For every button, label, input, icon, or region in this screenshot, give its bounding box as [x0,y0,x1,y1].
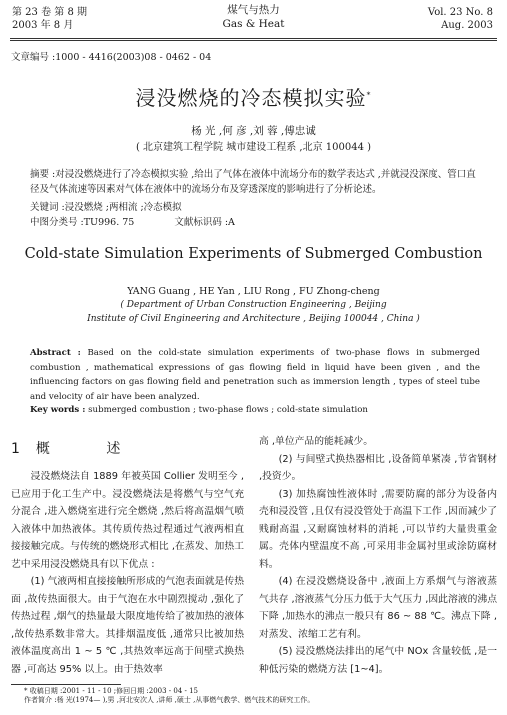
body-left-column [11,468,244,678]
authors-en: YANG Guang , HE Yan , LIU Rong , FU Zhong-cheng [127,286,380,297]
keywords-en-text: submerged combustion ; two-phase flows ; cold-state simulation [88,405,368,415]
journal-volume-en [428,6,493,32]
volume-issue-en: Vol. 23 No. 8 [427,7,493,18]
title-footnote-mark: * [366,90,372,100]
clc-number: 中图分类号 :TU996. 75 [30,217,135,228]
footnote-rule [11,684,121,685]
date-zh: 2003 年 8 月 [12,20,74,31]
paragraph: (3) 加热腐蚀性液体时 ,需要防腐的部分为设备内壳和浸没管 ,且仅有浸没管处于高温下工作 ,因而减少了贱耐高温 ,又耐腐蚀材料的消耗 ,可以节约大量贵重金属。壳体内壁温度不高 ,可采用非金属衬里或涂防腐材料。 [259,488,497,570]
paragraph: (2) 与间壁式换热器相比 ,设备简单紧凑 ,节省钢材 ,投资少。 [259,453,497,482]
section-heading [11,438,146,458]
date-en: Aug. 2003 [441,20,493,31]
article-number: 文章编号 :1000 - 4416(2003)08 - 0462 - 04 [11,52,212,63]
paragraph: 浸没燃烧法自 1889 年被英国 Collier 发明至今 ,已应用于化工生产中。浸没燃烧法是将燃气与空气充分混合 ,进入燃烧室进行完全燃烧 ,然后将高温烟气喷入液体中加热液体。其传质传热过程通过气液两相直接接触完成。与传统的燃烧形式相比 ,在蒸发、加热工艺中采用浸没燃烧具有以下优点 : [11,471,244,570]
affiliation-en-line2: Institute of Civil Engineering and Architecture , Beijing 100044 , China ) [87,314,420,324]
header-rule [10,38,497,39]
keywords-en [30,405,368,415]
footnote [24,687,494,705]
received-date: * 收稿日期 :2001 - 11 - 10 ;修回日期 :2003 - 04 - 15 [24,687,198,695]
keywords-zh: 关键词 :浸没燃烧 ;两相流 ;冷态模拟 [30,202,182,213]
paragraph: (4) 在浸没燃烧设备中 ,液面上方系烟气与溶液蒸气共存 ,溶液蒸气分压力低于大气压力 ,因此溶液的沸点下降 ,加热水的沸点一般只有 86 ~ 88 ℃。沸点下降 ,对蒸发、浓缩工艺有利。 [259,576,497,640]
section-title: 概 述 [35,441,147,457]
title-text: 浸没燃烧的冷态模拟实验 [135,86,367,110]
header-rule-thin [10,40,497,41]
abstract-en [30,346,480,404]
author-bio: 作者简介 :杨 光(1974— ),男 ,河北安次人 ,讲师 ,硕士 ,从事燃气教学、燃气技术的研究工作。 [24,696,315,704]
abstract-en-text: Based on the cold-state simulation experiments of two-phase flows in submerged combustion , mathematical expressions of gas flowing field in liquid have been given , and the influencing factors on gas flowing field and penetration such as immersion length , types of steel tube and velocity of air have been analyzed. [30,348,480,402]
paper-title-en: Cold-state Simulation Experiments of Submerged Combustion [24,246,483,262]
document-code: 文献标识码 :A [174,217,235,228]
abstract-en-label: Abstract : [30,348,81,358]
section-number: 1 [11,441,20,457]
classification-zh [30,214,235,228]
body-right-column [259,433,497,678]
journal-name-zh: 煤气与热力 [227,4,280,16]
paragraph: (1) 气液两相直接接触所形成的气泡表面就是传热面 ,故传热面很大。由于气泡在水中剧烈搅动 ,强化了传热过程 ,烟气的热量最大限度地传给了被加热的液体 ,故传热系数非常大。其排烟温度低 ,通常只比被加热液体温度高出 1 ~ 5 ℃ ,其热效率远高于间壁式换热器 ,可高达 95% 以上。由于热效率 [11,576,244,675]
affiliation-zh: ( 北京建筑工程学院 城市建设工程系 ,北京 100044 ) [135,142,372,153]
journal-name-en: Gas & Heat [222,18,285,30]
paragraph: 高 ,单位产品的能耗减少。 [259,436,373,447]
abstract-zh: 摘要 :对浸没燃烧进行了冷态模拟实验 ,给出了气体在液体中流场分布的数学表达式 ,并就浸没深度、管口直径及气体流速等因素对气体在液体中的流场分布及穿透深度的影响进行了分析论述。 [30,169,476,195]
paragraph: (5) 浸没燃烧法排出的尾气中 NOx 含量较低 ,是一种低污染的燃烧方法 [1~4]。 [259,646,497,675]
keywords-en-label: Key words : [30,405,86,415]
paper-title-zh [0,82,507,111]
affiliation-en-line1: ( Department of Urban Construction Engineering , Beijing [120,300,387,310]
authors-zh: 杨 光 ,何 彦 ,刘 蓉 ,傅忠诚 [191,125,316,137]
volume-issue-zh: 第 23 卷 第 8 期 [12,7,87,18]
